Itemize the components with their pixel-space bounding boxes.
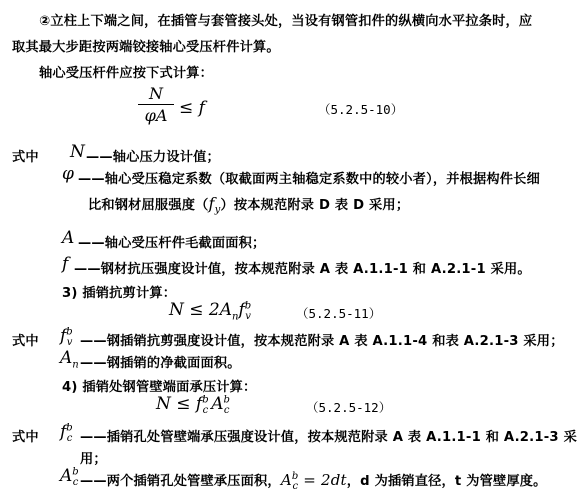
where-label-1: 式中 [12,150,39,165]
def-An: ——钢插销的净截面面积。 [80,356,241,371]
def-f: ——钢材抗压强度设计值，按本规范附录 A 表 A.1.1-1 和 A.2.1-1 采用。 [74,262,531,277]
section-3-heading: 3) 插销抗剪计算： [62,286,177,301]
symbol-fc: $f^b_c$ [60,422,73,445]
def-A: ——轴心受压杆件毛截面面积； [78,236,266,251]
formula-tag-12: （5.2.5-12） [306,400,392,415]
symbol-N: N [70,142,85,162]
paragraph-line-2: 取其最大步距按两端铰接轴心受压杆件计算。 [12,40,280,55]
formula-tag-11: （5.2.5-11） [296,306,382,321]
where-label-3: 式中 [12,430,39,445]
def-fc-line-1: ——插销孔处管壁端承压强度设计值，按本规范附录 A 表 A.1.1-1 和 A.2.1-3 采 [80,430,577,445]
def-fc-line-2: 用； [80,452,107,467]
def-N: ——轴心压力设计值； [86,150,220,165]
formula-fraction [138,84,174,125]
fraction-bar [138,104,174,105]
formula-relation: ≤ f [179,98,205,118]
def-Ac: ——两个插销孔处管壁承压面积，$A^b_c = 2dt$，d 为插销直径，t 为管壁厚度。 [80,471,547,492]
def-fv: ——钢插销抗剪强度设计值，按本规范附录 A 表 A.1.1-4 和表 A.2.1-3 采用； [80,334,564,349]
axial-intro: 轴心受压杆件应按下式计算： [39,66,214,81]
formula-12: $N \le f^b_c$ $A^b_c$ [156,394,230,417]
symbol-Ac: $A^b_c$ [60,466,79,489]
formula-denominator: φA [144,106,168,125]
def-phi-line-2: 比和钢材屈服强度$(f_y)$按本规范附录 D 表 D 采用； [88,194,410,216]
symbol-fv: $f^b_v$ [60,326,73,349]
symbol-phi: φ [62,164,74,184]
where-label-2: 式中 [12,334,39,349]
paragraph-line-1: ②立柱上下端之间，在插管与套管接头处，当设有钢管扣件的纵横向水平拉条时，应 [39,14,533,29]
symbol-A: A [62,228,75,248]
def-phi-line-1: ——轴心受压稳定系数（取截面两主轴稳定系数中的较小者），并根据构件长细 [78,172,540,187]
section-4-heading: 4) 插销处钢管壁端面承压计算： [62,380,257,395]
formula-tag-10: （5.2.5-10） [318,102,404,117]
formula-numerator: N [149,84,163,103]
symbol-An: $A_n$ [60,348,79,371]
inline-Ac: $A^b_c = 2dt$ [280,471,347,492]
symbol-f: f [62,254,69,274]
formula-11: $N \le 2A_nf^b_v$ [169,300,252,323]
